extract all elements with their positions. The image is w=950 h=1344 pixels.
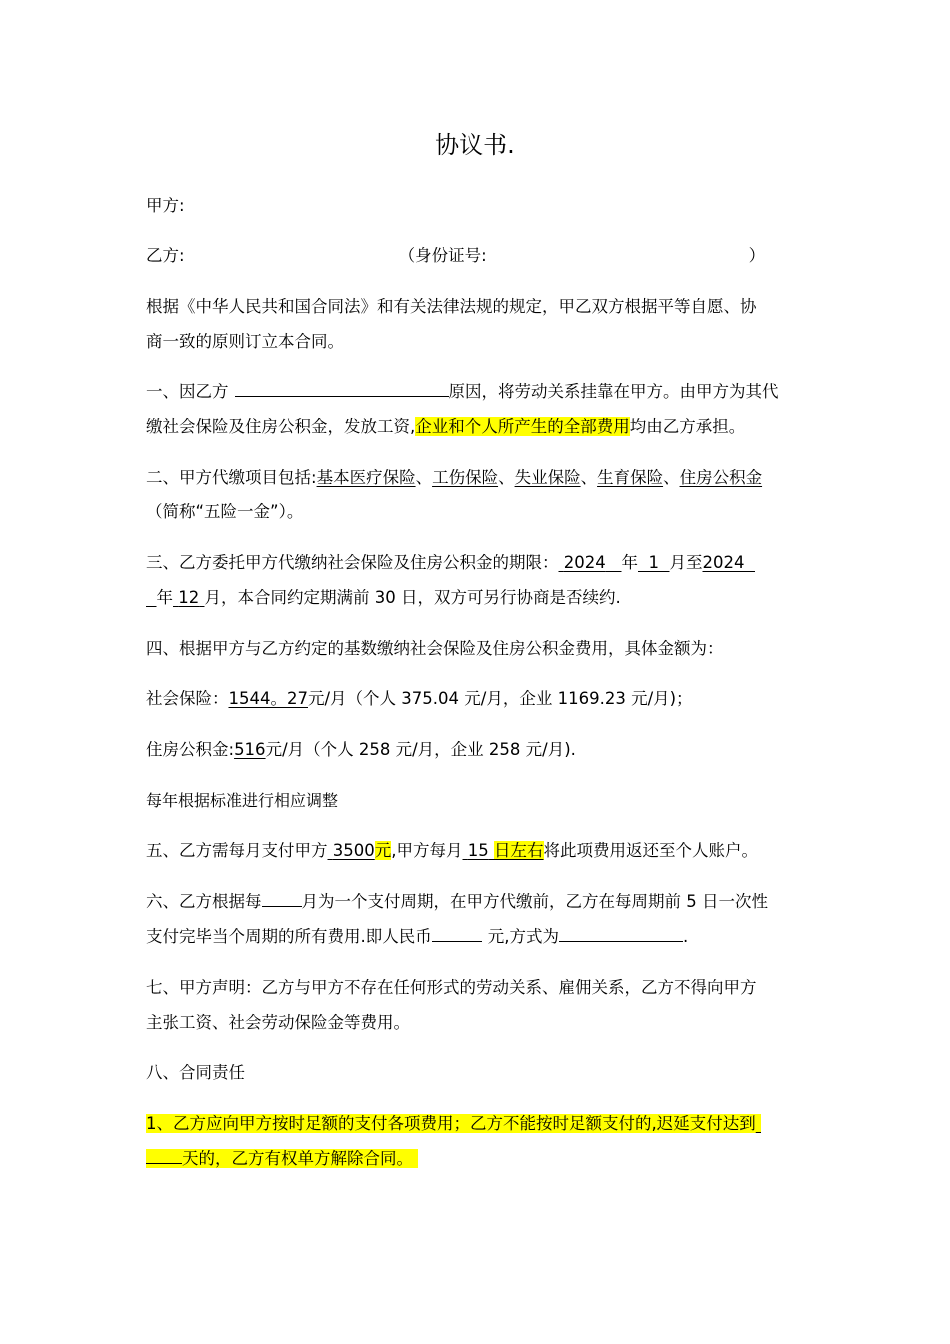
item-maternity: 生育保险 (597, 468, 664, 487)
clause2-line-2: （简称“五险一金”）。 (146, 502, 304, 521)
clause5-line: 五、乙方需每月支付甲方 3500元,甲方每月 15 日左右将此项费用返还至个人账户。 (146, 841, 758, 860)
item-injury: 工伤保险 (432, 468, 499, 487)
party-a-line (146, 194, 185, 218)
intro-line-2: 商一致的原则订立本合同。 (146, 332, 344, 351)
end-year: 2024 (702, 553, 745, 572)
clause7-line-1: 七、甲方声明：乙方与甲方不存在任何形式的劳动关系、雇佣关系，乙方不得向甲方 (146, 978, 757, 997)
clause4-line: 四、根据甲方与乙方约定的基数缴纳社会保险及住房公积金费用，具体金额为： (146, 639, 724, 658)
document-title: 协议书. (435, 131, 515, 159)
intro-line-1: 根据《中华人民共和国合同法》和有关法律法规的规定，甲乙双方根据平等自愿、协 (146, 297, 757, 316)
rmb-amount-blank (432, 926, 482, 942)
return-day-highlight: 日左右 (494, 841, 544, 860)
end-month: 12 (178, 588, 200, 607)
party-b-line (146, 244, 765, 268)
clause6-line-2: 支付完毕当个周期的所有费用.即人民币 元,方式为 . (146, 927, 689, 946)
start-month: 1 (648, 553, 659, 572)
social-insurance-amount: 1544。27 (228, 689, 308, 708)
social-insurance-line: 社会保险：1544。27元/月（个人 375.04 元/月，企业 1169.23 元/月)； (146, 689, 693, 708)
return-day: 15 (467, 841, 489, 860)
all-fees-highlight: 企业和个人所产生的全部费用 (415, 417, 630, 436)
clause8-heading: 八、合同责任 (146, 1063, 245, 1082)
item-unemployment: 失业保险 (514, 468, 581, 487)
period-blank (262, 891, 302, 907)
clause2-line-1: 二、甲方代缴项目包括:基本医疗保险、工伤保险、失业保险、生育保险、住房公积金 (146, 468, 763, 487)
clause6-line-1: 六、乙方根据每 月为一个支付周期，在甲方代缴前，乙方在每周期前 5 日一次性 (146, 892, 768, 911)
reason-blank (235, 381, 449, 397)
item-housing-fund: 住房公积金 (679, 468, 763, 487)
item-medical: 基本医疗保险 (316, 468, 416, 487)
clause8-item1-line-1: 1、乙方应向甲方按时足额的支付各项费用；乙方不能按时足额支付的,迟延支付达到 (146, 1112, 761, 1136)
clause1-line-2: 缴社会保险及住房公积金，发放工资,企业和个人所产生的全部费用均由乙方承担。 (146, 417, 746, 436)
clause3-line-2: 年 12 月，本合同约定期满前 30 日，双方可另行协商是否续约. (156, 588, 621, 607)
payment-method-blank (559, 926, 683, 942)
clause3-line-1: 三、乙方委托甲方代缴纳社会保险及住房公积金的期限： 2024 年 1 月至2024 (146, 551, 755, 575)
clause8-item1-line-2: 天的，乙方有权单方解除合同。 (146, 1147, 418, 1171)
id-number-label: （身份证号: (398, 246, 487, 265)
clause1-line-1: 一、因乙方 原因，将劳动关系挂靠在甲方。由甲方为其代 (146, 382, 779, 401)
party-a-label: 甲方: (146, 196, 185, 215)
monthly-payment-amount: 3500 (332, 841, 375, 860)
housing-fund-amount: 516 (234, 740, 266, 759)
delay-days-blank (146, 1148, 182, 1164)
id-number-close: ） (748, 246, 766, 265)
housing-fund-line: 住房公积金:516元/月（个人 258 元/月，企业 258 元/月). (146, 740, 576, 759)
clause7-line-2: 主张工资、社会劳动保险金等费用。 (146, 1013, 410, 1032)
adjust-line: 每年根据标准进行相应调整 (146, 791, 339, 810)
yuan-highlight: 元 (374, 841, 392, 860)
start-year: 2024 (563, 553, 606, 572)
party-b-label: 乙方: (146, 246, 185, 265)
